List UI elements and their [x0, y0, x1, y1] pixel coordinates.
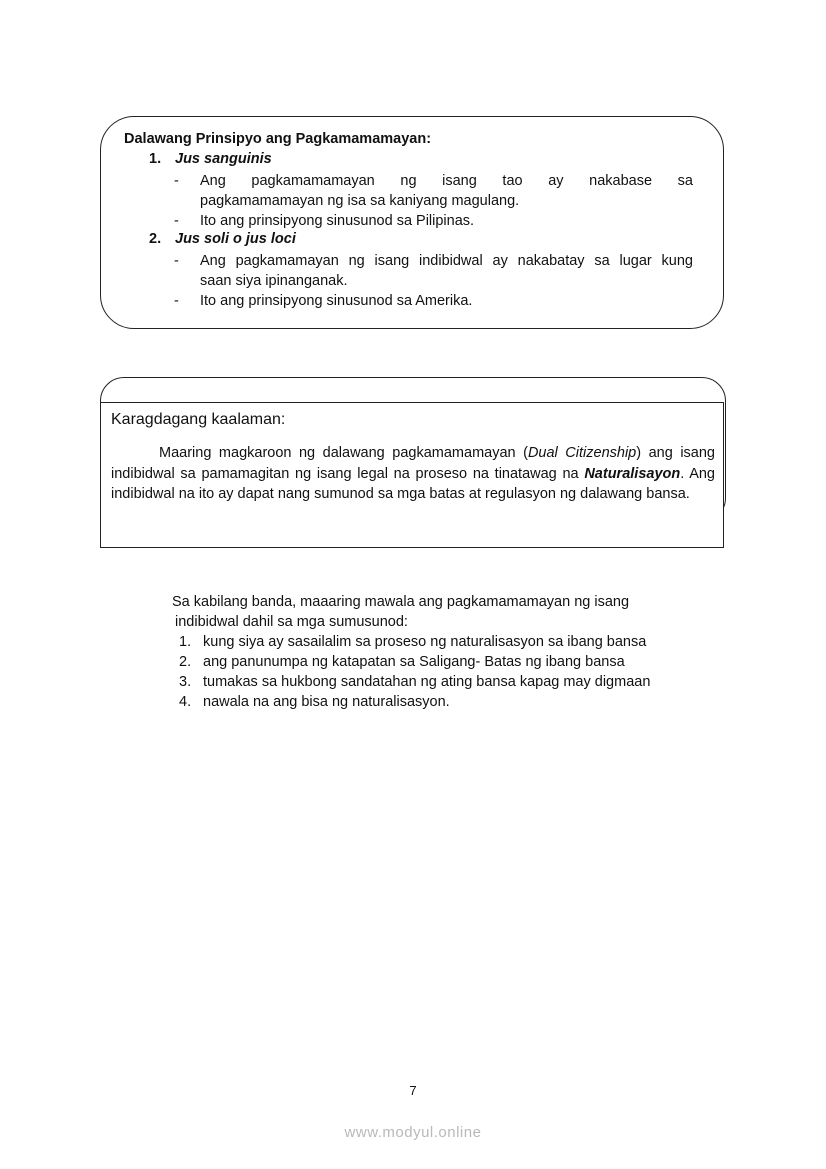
principles-title: Dalawang Prinsipyo ang Pagkamamamayan:: [124, 131, 432, 147]
loss-intro-line2: indibidwal dahil sa mga sumusunod:: [175, 614, 408, 630]
bullet-text-line2: pagkamamamayan ng isa sa kaniyang magulang.: [200, 193, 520, 209]
loss-intro-line1: Sa kabilang banda, maaaring mawala ang pagkamamamayan ng isang: [172, 594, 630, 610]
principles-box: Dalawang Prinsipyo ang Pagkamamamayan: 1. Jus sanguinis - Ang pagkamamamayan ng isang tao ay nakabase sa pagkamamamayan ng isa sa kaniyang magulang. - Ito ang prinsipyong sinusunod sa Pilipinas. 2. Jus soli o jus loci - Ang pagkamamayan ng isang indibidwal ay nakabatay sa lugar kung saan siya ipinanganak. - Ito ang prinsipyong sinusunod sa Amerika.: [100, 116, 724, 329]
list-item: 3. tumakas sa hukbong sandatahan ng ating bansa kapag may digmaan: [179, 674, 651, 690]
info-box: [100, 402, 724, 548]
bullet-text-line2: saan siya ipinanganak.: [200, 273, 348, 289]
list-item: 4. nawala na ang bisa ng naturalisasyon.: [179, 694, 450, 710]
list-item: 2. ang panunumpa ng katapatan sa Saligang- Batas ng ibang bansa: [179, 654, 625, 670]
info-heading: Karagdagang kaalaman:: [111, 411, 286, 428]
bullet-text-line1: Ang pagkamamamayan ng isang tao ay nakabase sa: [200, 173, 693, 189]
loss-section: [172, 592, 650, 712]
loss-list: [172, 632, 650, 712]
bullet-text: Ito ang prinsipyong sinusunod sa Amerika.: [200, 293, 473, 309]
naturalisayon-term: Naturalisayon: [584, 465, 681, 482]
dual-citizenship-term: Dual Citizenship: [527, 445, 637, 461]
item-number: 2.: [149, 231, 162, 247]
bullet-text-line1: Ang pagkamamayan ng isang indibidwal ay nakabatay sa lugar kung: [200, 253, 693, 269]
list-item: 1. kung siya ay sasailalim sa proseso ng naturalisasyon sa ibang bansa: [179, 634, 647, 650]
item-label: Jus soli o jus loci: [175, 231, 296, 247]
bullet-text: Ito ang prinsipyong sinusunod sa Pilipinas.: [200, 213, 475, 229]
item-label: Jus sanguinis: [175, 151, 272, 167]
watermark: www.modyul.online: [344, 1124, 482, 1141]
item-number: 1.: [149, 151, 162, 167]
page-number: 7: [409, 1083, 417, 1098]
info-paragraph: Maaring magkaroon ng dalawang pagkamamamayan (Dual Citizenship) ang isang indibidwal sa pamamagitan ng isang legal na proseso na tinatawag na Naturalisayon. Ang indibidwal na ito ay dapat nang sumunod sa mga batas at regulasyon ng dalawang bansa.: [111, 445, 715, 502]
